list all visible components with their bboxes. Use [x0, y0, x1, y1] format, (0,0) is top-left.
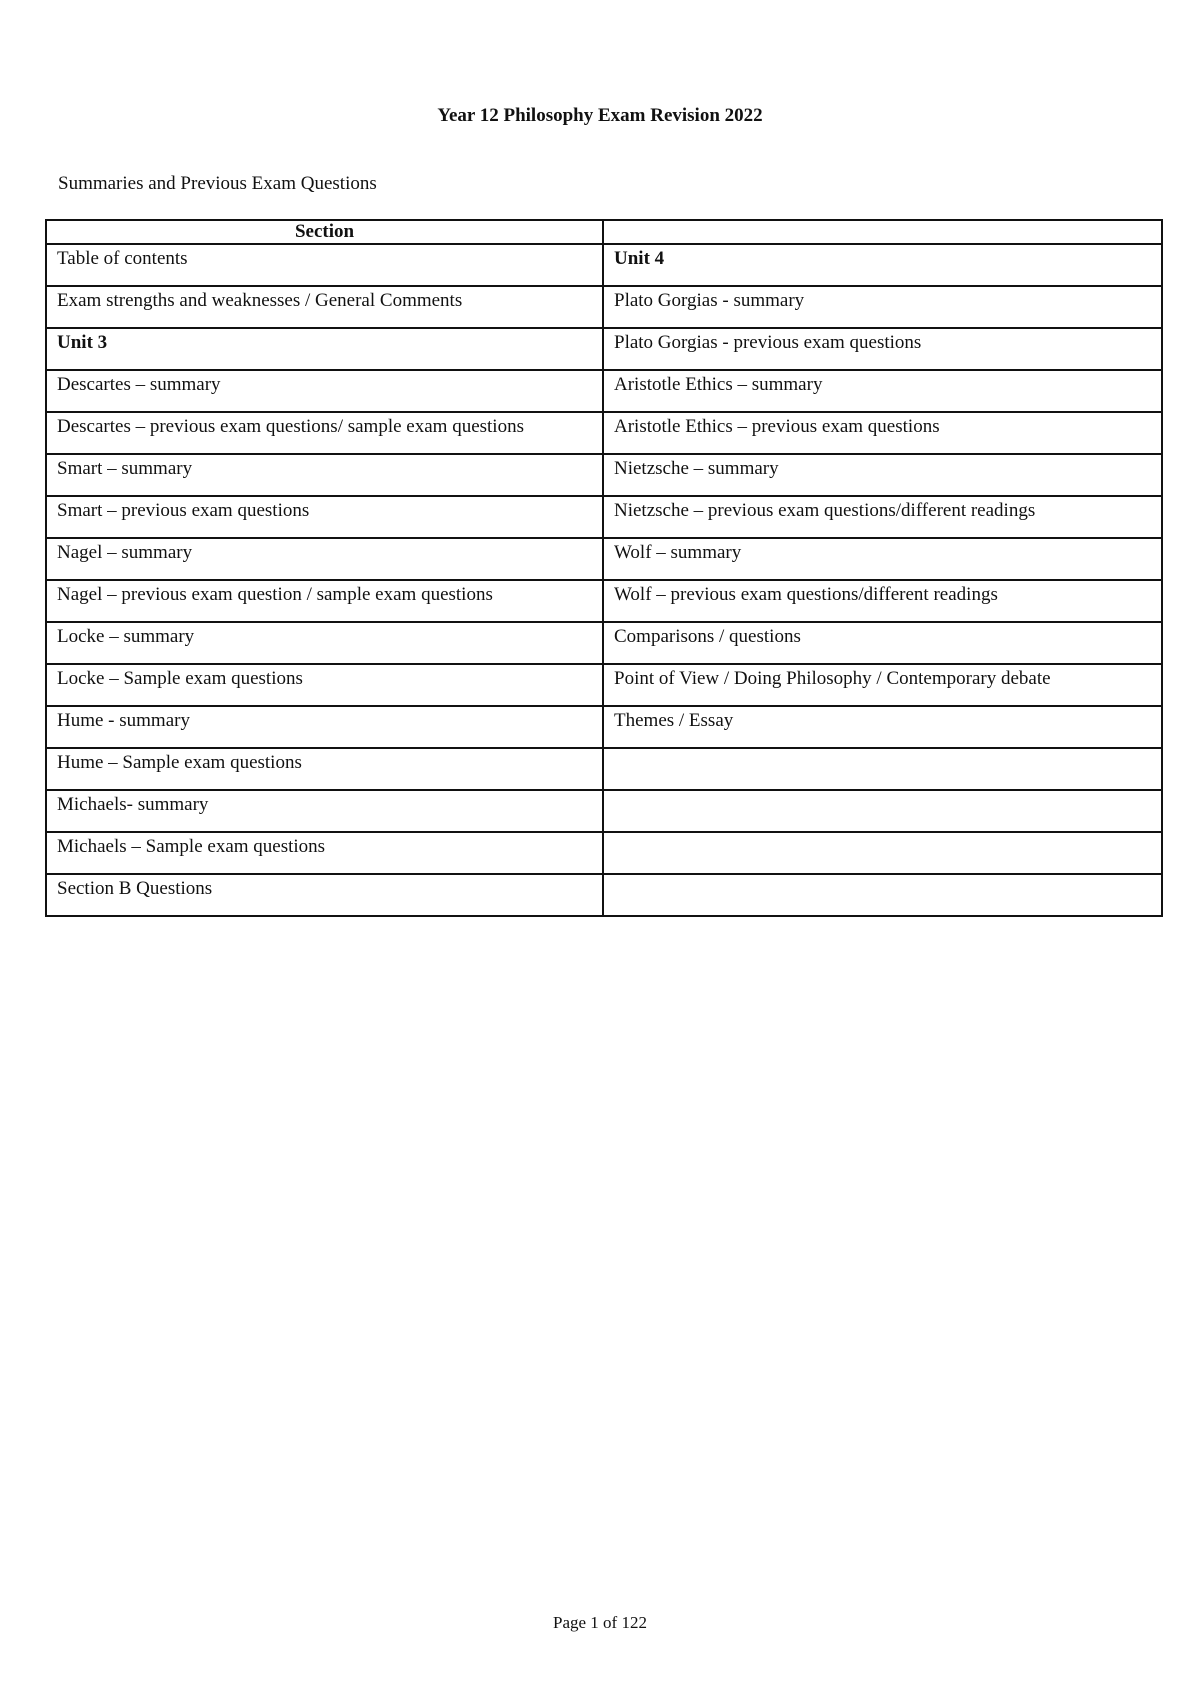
table-cell-unit4-column	[603, 874, 1162, 916]
table-cell-unit4-column: Aristotle Ethics – summary	[603, 370, 1162, 412]
table-cell-unit4-column: Plato Gorgias - previous exam questions	[603, 328, 1162, 370]
table-cell-unit4-column: Nietzsche – summary	[603, 454, 1162, 496]
table-body	[46, 244, 1162, 916]
table-header-section: Section	[46, 220, 603, 244]
table-row	[46, 538, 1162, 580]
table-cell-unit3-column: Smart – previous exam questions	[46, 496, 603, 538]
table-row	[46, 370, 1162, 412]
table-cell-unit3-column: Unit 3	[46, 328, 603, 370]
table-row	[46, 748, 1162, 790]
table-cell-unit4-column: Aristotle Ethics – previous exam questions	[603, 412, 1162, 454]
table-cell-unit4-column: Point of View / Doing Philosophy / Contemporary debate	[603, 664, 1162, 706]
table-row	[46, 664, 1162, 706]
table-cell-unit3-column: Descartes – previous exam questions/ sample exam questions	[46, 412, 603, 454]
table-cell-unit4-column: Unit 4	[603, 244, 1162, 286]
table-cell-unit4-column: Plato Gorgias - summary	[603, 286, 1162, 328]
table-cell-unit4-column: Wolf – previous exam questions/different readings	[603, 580, 1162, 622]
table-cell-unit3-column: Hume – Sample exam questions	[46, 748, 603, 790]
table-cell-unit4-column	[603, 748, 1162, 790]
table-row	[46, 286, 1162, 328]
document-subtitle: Summaries and Previous Exam Questions	[58, 173, 377, 194]
table-cell-unit3-column: Nagel – summary	[46, 538, 603, 580]
table-cell-unit3-column: Nagel – previous exam question / sample exam questions	[46, 580, 603, 622]
contents-table	[45, 219, 1163, 917]
table-row	[46, 496, 1162, 538]
table-row	[46, 412, 1162, 454]
table-cell-unit4-column: Comparisons / questions	[603, 622, 1162, 664]
table-cell-unit3-column: Hume - summary	[46, 706, 603, 748]
table-cell-unit3-column: Locke – summary	[46, 622, 603, 664]
table-cell-unit3-column: Section B Questions	[46, 874, 603, 916]
table-cell-unit3-column: Michaels – Sample exam questions	[46, 832, 603, 874]
table-cell-unit4-column: Themes / Essay	[603, 706, 1162, 748]
table-row	[46, 580, 1162, 622]
table-row	[46, 790, 1162, 832]
table-row	[46, 454, 1162, 496]
table-cell-unit3-column: Locke – Sample exam questions	[46, 664, 603, 706]
table-cell-unit3-column: Smart – summary	[46, 454, 603, 496]
table-header-blank	[603, 220, 1162, 244]
table-cell-unit4-column	[603, 832, 1162, 874]
table-row	[46, 874, 1162, 916]
document-title: Year 12 Philosophy Exam Revision 2022	[437, 105, 763, 126]
table-row	[46, 622, 1162, 664]
table-row	[46, 706, 1162, 748]
table-cell-unit3-column: Michaels- summary	[46, 790, 603, 832]
table-row	[46, 244, 1162, 286]
table-cell-unit3-column: Table of contents	[46, 244, 603, 286]
page-number: Page 1 of 122	[553, 1613, 647, 1632]
table-cell-unit3-column: Descartes – summary	[46, 370, 603, 412]
table-cell-unit4-column: Nietzsche – previous exam questions/different readings	[603, 496, 1162, 538]
table-cell-unit4-column	[603, 790, 1162, 832]
table-header-row	[46, 220, 1162, 244]
table-cell-unit3-column: Exam strengths and weaknesses / General Comments	[46, 286, 603, 328]
table-row	[46, 832, 1162, 874]
table-row	[46, 328, 1162, 370]
table-cell-unit4-column: Wolf – summary	[603, 538, 1162, 580]
